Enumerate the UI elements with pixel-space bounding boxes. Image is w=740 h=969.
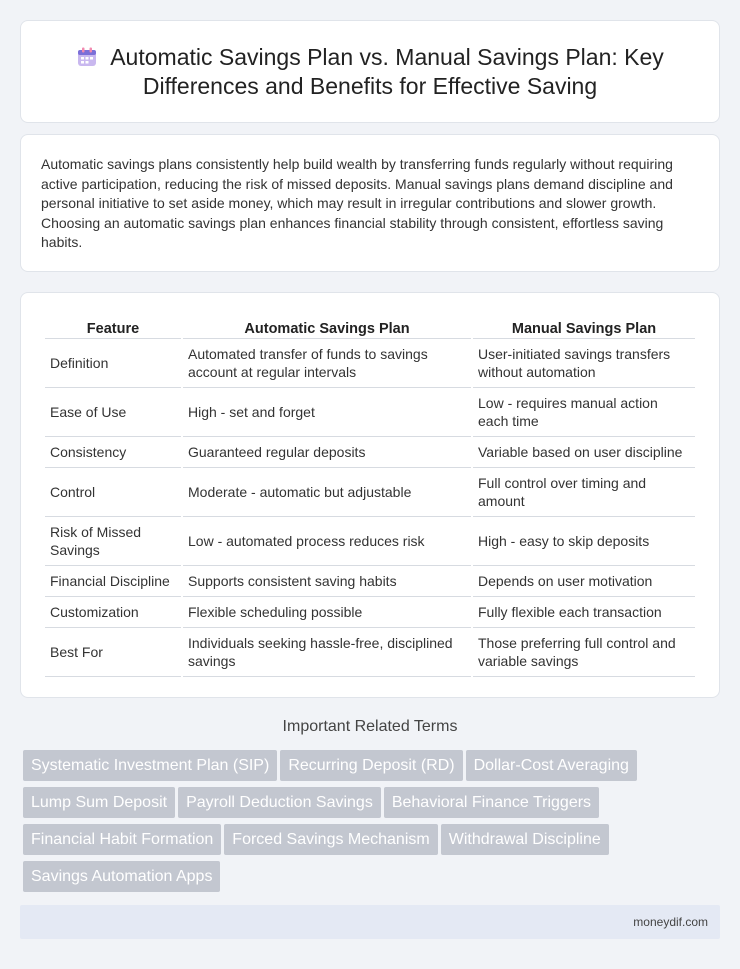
title-card <box>20 20 720 123</box>
table-cell-manual: Low - requires manual action each time <box>473 388 695 437</box>
table-cell-feature: Best For <box>45 628 181 677</box>
related-terms-heading: Important Related Terms <box>282 718 458 735</box>
related-term-tag[interactable]: Savings Automation Apps <box>23 861 220 892</box>
table-header-row <box>45 315 695 339</box>
table-row <box>45 468 695 517</box>
table-row <box>45 517 695 566</box>
column-header-automatic: Automatic Savings Plan <box>183 315 471 339</box>
page-title: Automatic Savings Plan vs. Manual Savings Plan: Key Differences and Benefits for Effective Saving <box>110 43 664 99</box>
table-cell-feature: Ease of Use <box>45 388 181 437</box>
table-cell-automatic: High - set and forget <box>183 388 471 437</box>
table-cell-automatic: Moderate - automatic but adjustable <box>183 468 471 517</box>
column-header-manual: Manual Savings Plan <box>473 315 695 339</box>
related-term-tag[interactable]: Dollar-Cost Averaging <box>466 750 637 781</box>
related-term-tag[interactable]: Lump Sum Deposit <box>23 787 175 818</box>
comparison-card <box>20 292 720 698</box>
table-row <box>45 339 695 388</box>
related-term-tag[interactable]: Financial Habit Formation <box>23 824 221 855</box>
table-row <box>45 566 695 597</box>
table-row <box>45 628 695 677</box>
table-cell-automatic: Flexible scheduling possible <box>183 597 471 628</box>
intro-paragraph: Automatic savings plans consistently help build wealth by transferring funds regularly without requiring active participation, reducing the risk of missed deposits. Manual savings plans demand discipline and personal initiative to set aside money, which may result in irregular contributions and slower growth. Choosing an automatic savings plan enhances financial stability through consistent, effortless saving habits. <box>41 156 673 250</box>
table-row <box>45 597 695 628</box>
table-row <box>45 388 695 437</box>
table-cell-manual: User-initiated savings transfers without automation <box>473 339 695 388</box>
comparison-table <box>43 315 697 677</box>
table-cell-manual: Those preferring full control and variable savings <box>473 628 695 677</box>
table-row <box>45 437 695 468</box>
table-cell-feature: Control <box>45 468 181 517</box>
table-cell-manual: Full control over timing and amount <box>473 468 695 517</box>
table-cell-feature: Consistency <box>45 437 181 468</box>
table-cell-manual: Depends on user motivation <box>473 566 695 597</box>
table-cell-feature: Definition <box>45 339 181 388</box>
table-cell-automatic: Automated transfer of funds to savings account at regular intervals <box>183 339 471 388</box>
calendar-icon <box>76 46 98 68</box>
related-term-tag[interactable]: Behavioral Finance Triggers <box>384 787 599 818</box>
table-cell-feature: Customization <box>45 597 181 628</box>
table-cell-feature: Financial Discipline <box>45 566 181 597</box>
table-cell-automatic: Low - automated process reduces risk <box>183 517 471 566</box>
table-cell-manual: Fully flexible each transaction <box>473 597 695 628</box>
table-cell-feature: Risk of Missed Savings <box>45 517 181 566</box>
intro-card <box>20 134 720 272</box>
column-header-feature: Feature <box>45 315 181 339</box>
related-term-tag[interactable]: Withdrawal Discipline <box>441 824 609 855</box>
footer-bar <box>20 905 720 939</box>
related-term-tag[interactable]: Forced Savings Mechanism <box>224 824 437 855</box>
footer-site-link[interactable]: moneydif.com <box>633 915 708 929</box>
table-cell-automatic: Supports consistent saving habits <box>183 566 471 597</box>
table-cell-automatic: Guaranteed regular deposits <box>183 437 471 468</box>
related-term-tag[interactable]: Payroll Deduction Savings <box>178 787 381 818</box>
related-term-tag[interactable]: Recurring Deposit (RD) <box>280 750 462 781</box>
table-cell-automatic: Individuals seeking hassle-free, disciplined savings <box>183 628 471 677</box>
related-term-tag[interactable]: Systematic Investment Plan (SIP) <box>23 750 277 781</box>
table-cell-manual: Variable based on user discipline <box>473 437 695 468</box>
related-terms-list <box>23 750 723 898</box>
table-cell-manual: High - easy to skip deposits <box>473 517 695 566</box>
